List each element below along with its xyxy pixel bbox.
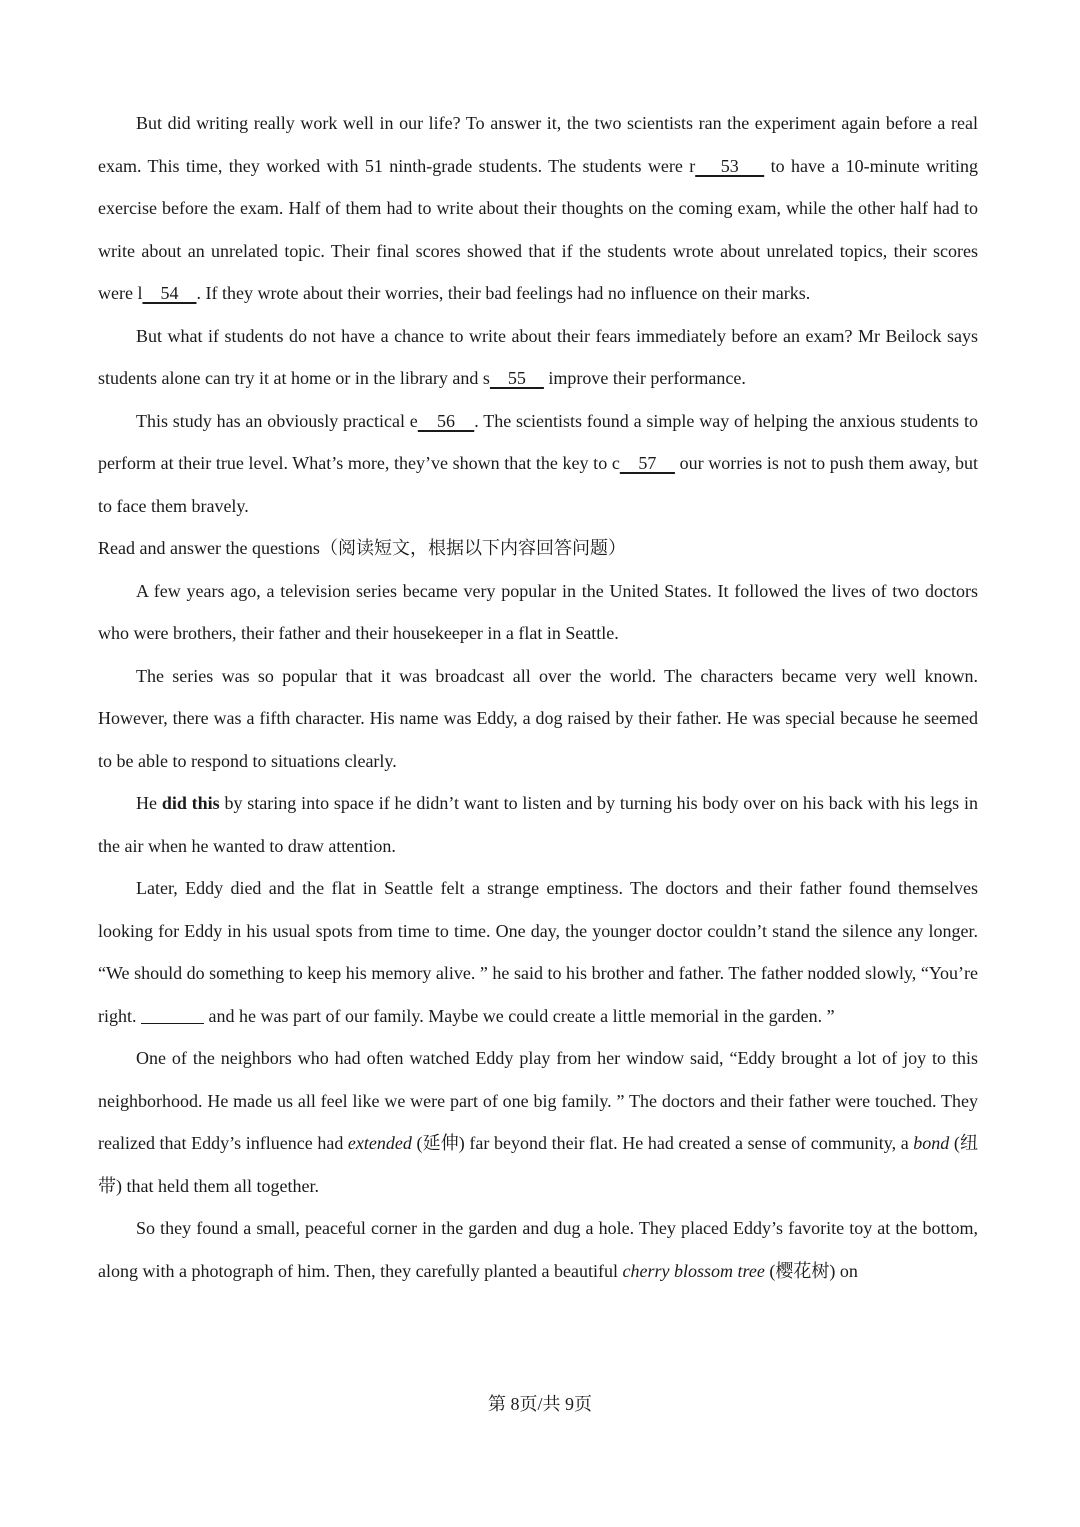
text-run: So they found a small, peaceful corner in the garden and dug a hole. They placed Eddy’s favorite toy at the bottom, along with a photograph of him. Then, they carefully planted a beautiful [98, 1218, 978, 1281]
answer-blank [141, 1006, 204, 1026]
text-run: and he was part of our family. Maybe we could create a little memorial in the garden. ” [204, 1005, 835, 1026]
text-run: But what if students do not have a chance to write about their fears immediately before an exam? Mr Beilock says students alone can try it at home or in the library and s [98, 325, 978, 388]
text-run: One of the neighbors who had often watched Eddy play from her window said, “Eddy brought a lot of joy to this neighborhood. He made us all feel like we were part of one big family. ” The doctors and their father were touched. They realized that Eddy’s influence had [98, 1048, 978, 1153]
text-run: But did writing really work well in our life? To answer it, the two scientists ran the experiment again before a real exam. This time, they worked with 51 ninth-grade students. The students were r [98, 113, 978, 176]
blank-55: 55 [489, 368, 544, 388]
text-run: our worries is not to push them away, but to face them bravely. [98, 453, 979, 516]
text-run: by staring into space if he didn’t want to listen and by turning his body over on his back with his legs in the air when he wanted to draw attention. [98, 793, 978, 856]
reading-paragraph-4 [98, 867, 978, 1037]
blank-54: 54 [142, 283, 197, 303]
text-run: (纽带) that held them all together. [98, 1133, 978, 1196]
section-heading: Read and answer the questions（阅读短文，根据以下内容回答问题） [98, 538, 626, 558]
text-run: This study has an obviously practical e [136, 410, 418, 431]
text-run: (樱花树) on [764, 1260, 858, 1281]
italic-word-extended: extended [347, 1133, 412, 1153]
reading-paragraph-2: The series was so popular that it was broadcast all over the world. The characters became very well known. However, there was a fifth character. His name was Eddy, a dog raised by their father. He was special because he seemed to be able to respond to situations clearly. [98, 665, 978, 771]
text-run: (延伸) far beyond their flat. He had created a sense of community, a [411, 1133, 914, 1153]
reading-paragraph-5 [98, 1037, 978, 1207]
blank-56: 56 [417, 410, 475, 431]
paragraph-cloze-1 [98, 102, 978, 315]
text-run: He [136, 793, 162, 813]
blank-53: 53 [695, 155, 765, 176]
blank-57: 57 [619, 453, 675, 473]
bold-phrase: did this [161, 793, 220, 813]
text-run: to have a 10-minute writing exercise before the exam. Half of them had to write about their thoughts on the coming exam, while the other half had to write about an unrelated topic. Their final scores showed that if the students wrote about unrelated topics, their scores were l [98, 155, 979, 303]
text-run: . The scientists found a simple way of helping the anxious students to perform at their true level. What’s more, they’ve shown that the key to c [98, 410, 978, 473]
page-footer: 第 8页/共 9页 [487, 1394, 592, 1414]
text-run: improve their performance. [543, 368, 746, 388]
paragraph-cloze-3 [98, 400, 978, 528]
reading-paragraph-1: A few years ago, a television series became very popular in the United States. It followed the lives of two doctors who were brothers, their father and their housekeeper in a flat in Seattle. [98, 580, 978, 643]
document-page [98, 102, 978, 1292]
text-run: . If they wrote about their worries, their bad feelings had no influence on their marks. [196, 283, 811, 303]
reading-paragraph-6 [98, 1207, 978, 1292]
text-run: Later, Eddy died and the flat in Seattle felt a strange emptiness. The doctors and their father found themselves looking for Eddy in his usual spots from time to time. One day, the younger doctor couldn’t stand the silence any longer. “We should do something to keep his memory alive. ” he said to his brother and father. The father nodded slowly, “You’re right. [98, 878, 978, 1026]
italic-phrase-cherry-blossom: cherry blossom tree [622, 1260, 765, 1281]
italic-word-bond: bond [913, 1133, 950, 1153]
reading-paragraph-3 [98, 782, 978, 867]
paragraph-cloze-2 [98, 315, 978, 400]
